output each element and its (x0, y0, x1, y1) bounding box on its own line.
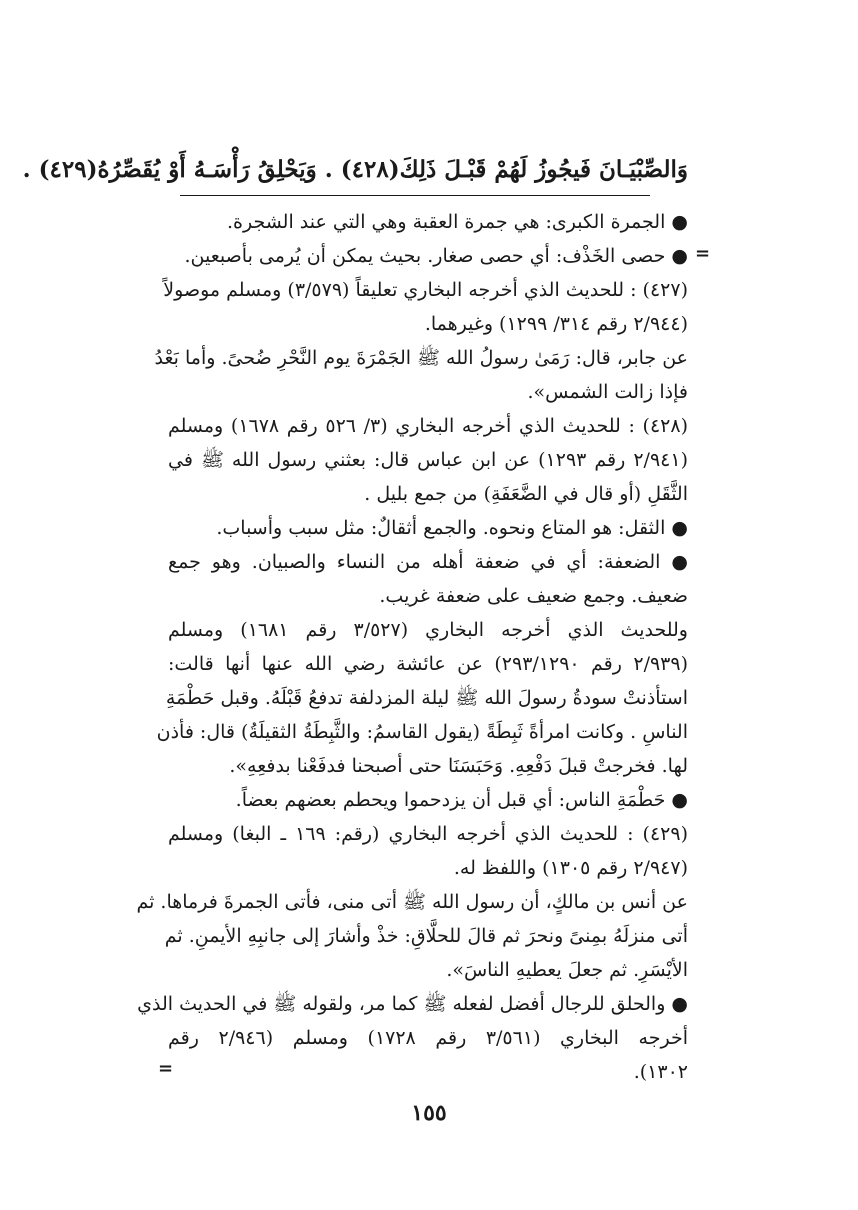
commentary-line: (٢/٩٣٩ رقم ٢٩٣/١٢٩٠) عن عائشة رضي الله عنها أنها قالت: (168, 653, 689, 675)
commentary-line: ١٣٠٢). (633, 1061, 688, 1083)
commentary-line: ● حصى الخَذْف: أي حصى صغار. بحيث يمكن أن يُرمى بأصبعين. (184, 245, 688, 267)
commentary-line: (٤٢٨) : للحديث الذي أخرجه البخاري (٣/ ٥٢٦ رقم ١٦٧٨) ومسلم (168, 415, 688, 437)
commentary-line: (٤٢٩) : للحديث الذي أخرجه البخاري (رقم: ١٦٩ ـ البغا) ومسلم (168, 823, 689, 845)
commentary-line: ضعيف. وجمع ضعيف على ضعفة غريب. (379, 585, 688, 607)
verse-text: وَالصِّبْيَـانَ فَيجُوزُ لَهُمْ قَبْـلَ ذَلِكَ(٤٢٨) . وَيَحْلِقُ رَأْسَـهُ أَوْ يُقَصِّرُهُ(٤٢٩) . (22, 156, 688, 183)
commentary-line: عن جابر، قال: رَمَىٰ رسولُ الله ﷺ الجَمْرَةَ يوم النَّحْرِ ضُحىً. وأما بَعْدُ (154, 347, 688, 369)
commentary-line: (٢/٩٤٧ رقم ١٣٠٥) واللفظ له. (453, 857, 688, 879)
commentary-line: الثَّقَلِ (أو قال في الضَّعَفَةِ) من جمع بليل . (364, 483, 688, 505)
commentary-line: استأذنتْ سودةُ رسولَ الله ﷺ ليلة المزدلفة تدفعُ قَبْلَهُ. وقبل حَطْمَةِ (165, 687, 688, 709)
commentary-line: لها. فخرجتْ قبلَ دَفْعِهِ. وَحَبَسَنَا حتى أصبحنا فدفَعْنا بدفعِهِ». (229, 755, 688, 777)
commentary-line: (٢/٩٤٤ رقم ٣١٤/ ١٢٩٩) وغيرهما. (424, 313, 688, 335)
commentary-line: (٢/٩٤١ رقم ١٢٩٣) عن ابن عباس قال: بعثني رسول الله ﷺ في (168, 449, 688, 471)
commentary-line: ● الضعفة: أي في ضعفة أهله من النساء والصبيان. وهو جمع (168, 551, 688, 573)
continuation-mark: = (695, 243, 711, 264)
footnote-divider (180, 195, 650, 196)
commentary-line: (٤٢٧) : للحديث الذي أخرجه البخاري تعليقاً (٣/٥٧٩) ومسلم موصولاً (163, 279, 688, 301)
commentary-line: الأيْسَرِ. ثم جعلَ يعطيهِ الناسَ». (446, 959, 688, 981)
commentary-line: أتى منزلَهُ بمِنىً ونحرَ ثم قالَ للحلَّاقِ: خذْ وأشارَ إلى جانبِهِ الأيمنِ. ثم (164, 925, 688, 947)
commentary-line: ● حَطْمَةِ الناس: أي قبل أن يزدحموا ويحطم بعضهم بعضاً. (235, 789, 688, 811)
commentary-line: عن أنس بن مالكٍ، أن رسول الله ﷺ أتى منى، فأتى الجمرةَ فرماها. ثم (136, 891, 688, 913)
commentary-line: ● الثقل: هو المتاع ونحوه. والجمع أثقالٌ: مثل سبب وأسباب. (216, 517, 688, 539)
commentary-line: ● والحلق للرجال أفضل لفعله ﷺ كما مر، ولقوله ﷺ في الحديث الذي (137, 993, 688, 1015)
commentary-line: وللحديث الذي أخرجه البخاري (٣/٥٢٧ رقم ١٦٨١) ومسلم (168, 619, 688, 641)
commentary-line: ● الجمرة الكبرى: هي جمرة العقبة وهي التي عند الشجرة. (226, 211, 688, 233)
commentary-line: أخرجه البخاري (٣/٥٦١ رقم ١٧٢٨) ومسلم (٢/٩٤٦ رقم (168, 1027, 688, 1049)
commentary-line: الناسِ . وكانت امرأةً ثَبِطَةً (يقول القاسمُ: والثَّبِطَةُ الثقيلَةُ) قال: فأذن (156, 721, 688, 743)
commentary-line: فإذا زالت الشمس». (527, 381, 688, 403)
continuation-mark: = (158, 1058, 174, 1079)
page-number: ١٥٥ (411, 1100, 447, 1126)
